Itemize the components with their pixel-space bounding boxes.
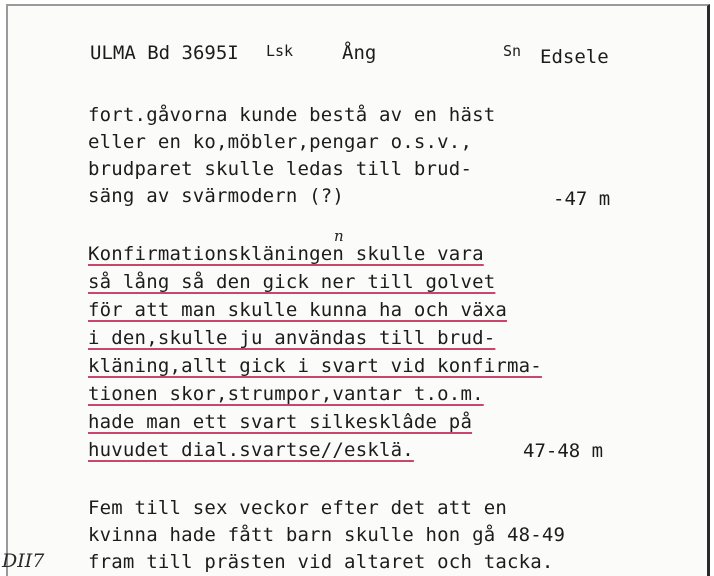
parish-superscript: Lsk — [266, 42, 294, 60]
sn-label: Sn — [503, 42, 522, 60]
text-line: hade man ett svart silkesklâde på — [88, 411, 473, 433]
text-line: så lång så den gick ner till golvet — [88, 271, 496, 293]
place-name: Edsele — [540, 46, 609, 68]
text-line: eller en ko,möbler,pengar o.s.v., — [88, 131, 473, 153]
text-line: brudparet skulle ledas till brud- — [88, 158, 473, 180]
text-line: huvudet dial.svartse//esklä. — [88, 439, 414, 461]
text-line: i den,skulle ju användas till brud- — [88, 327, 496, 349]
parish-name: Ång — [342, 42, 377, 64]
margin-note: DII7 — [2, 550, 45, 572]
text-line: för att man skulle kunna ha och växa — [88, 299, 508, 321]
text-line: säng av svärmodern (?) — [88, 185, 345, 207]
text-line: kläning,allt gick i svart vid konfirma- — [88, 355, 542, 377]
text-line: fram till prästen vid altaret och tacka. — [88, 551, 554, 573]
text-line: fort.gåvorna kunde bestå av en häst — [88, 104, 496, 126]
text-line: kvinna hade fått barn skulle hon gå 48-49 — [88, 524, 566, 546]
page-reference: -47 m — [553, 188, 611, 210]
page-reference: 47-48 m — [523, 440, 604, 462]
archive-reference: ULMA Bd 3695I — [90, 42, 239, 64]
text-line: tionen skor,strumpor,vantar t.o.m. — [88, 383, 484, 405]
text-line: Fem till sex veckor efter det att en — [88, 497, 508, 519]
text-line: Konfirmationskläningen skulle vara — [88, 243, 484, 265]
handwritten-correction: n — [334, 227, 344, 245]
